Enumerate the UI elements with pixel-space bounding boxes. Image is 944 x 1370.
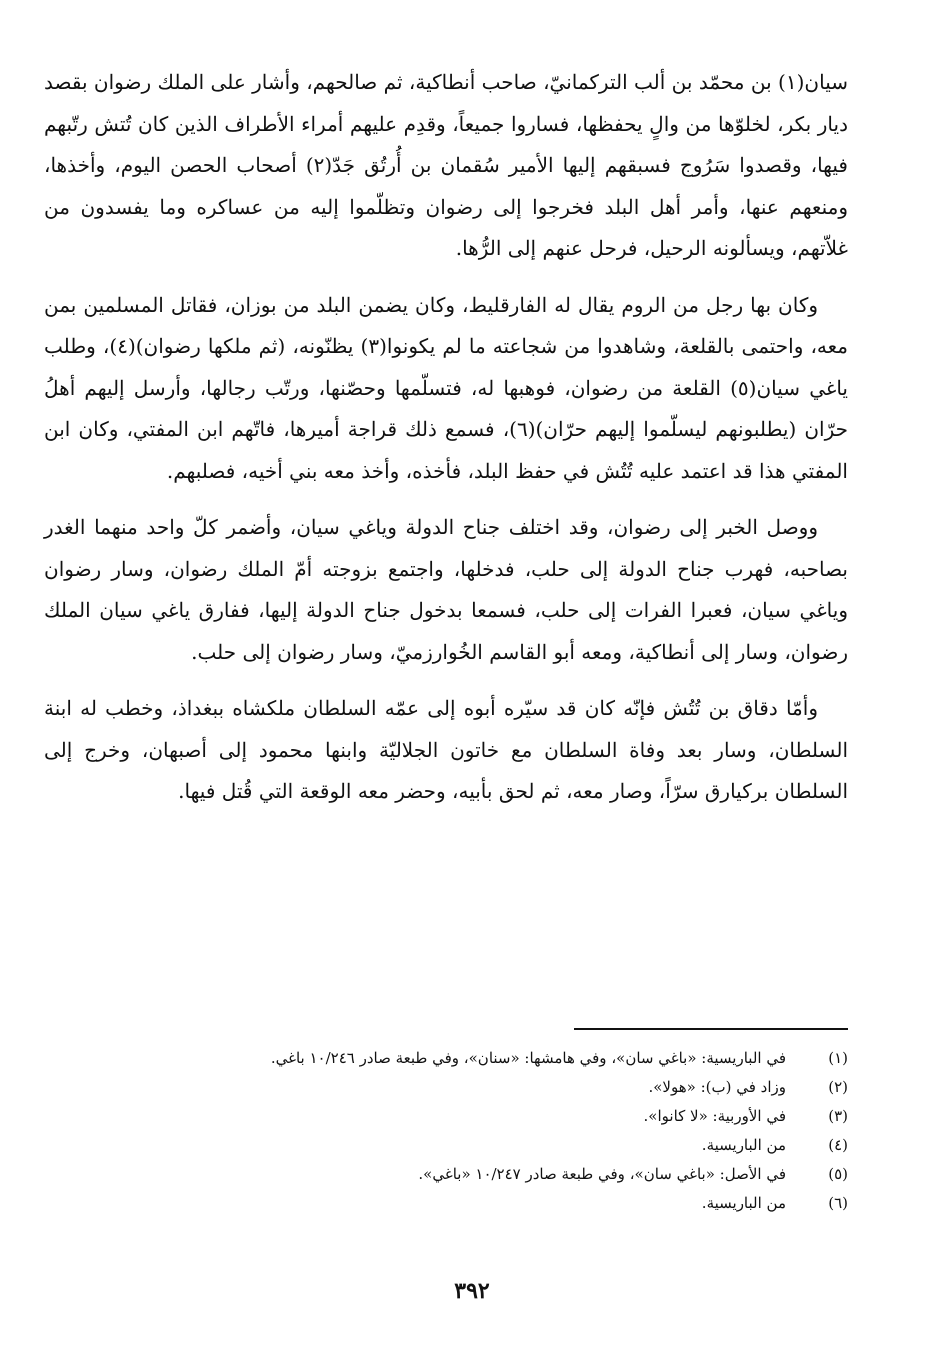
- footnote-number: (٥): [828, 1165, 848, 1183]
- footnote-number: (٦): [828, 1194, 848, 1212]
- footnote-number: (٣): [828, 1107, 848, 1125]
- footnote-separator: [574, 1028, 848, 1030]
- footnotes: [44, 1044, 848, 1218]
- footnote-number: (٤): [828, 1136, 848, 1154]
- footnote-text: في الباريسية: «باغي سان»، وفي هامشها: «سنان»، وفي طبعة صادر ١٠/٢٤٦ باغي.: [270, 1049, 786, 1067]
- main-text: [44, 62, 848, 828]
- paragraph-3: ووصل الخبر إلى رضوان، وقد اختلف جناح الدولة وياغي سيان، وأضمر كلّ واحد منهما الغدر بصاحبه، فهرب جناح الدولة إلى حلب، فدخلها، واجتمع بزوجته أمّ الملك رضوان، وسار رضوان وياغي سيان، فعبرا الفرات إلى حلب، فسمعا بدخول جناح الدولة إليها، ففارق ياغي سيان الملك رضوان، وسار إلى أنطاكية، ومعه أبو القاسم الخُوارزميّ، وسار رضوان إلى حلب.: [44, 515, 848, 664]
- footnote-item: [44, 1160, 848, 1189]
- footnote-item: [44, 1131, 848, 1160]
- footnote-text: من الباريسية.: [701, 1136, 786, 1154]
- paragraph-2: وكان بها رجل من الروم يقال له الفارقليط، وكان يضمن البلد من بوزان، فقاتل المسلمين بمن معه، واحتمى بالقلعة، وشاهدوا من شجاعته ما لم يكونوا(٣) يظنّونه، (ثم ملكها رضوان)(٤)، وطلب ياغي سيان(٥) القلعة من رضوان، فوهبها له، فتسلّمها وحصّنها، ورتّب رجالها، وأرسل إليهم أهلُ حرّان (يطلبونهم ليسلّموا إليهم حرّان)(٦)، فسمع ذلك قراجة أميرها، فاتّهم ابن المفتي، وكان ابن المفتي هذا قد اعتمد عليه تُتُش في حفظ البلد، فأخذه، وأخذ معه بني أخيه، فصلبهم.: [44, 292, 849, 483]
- footnote-text: في الأصل: «باغي سان»، وفي طبعة صادر ١٠/٢٤٧ «باغي».: [418, 1165, 786, 1183]
- paragraph-4: وأمّا دقاق بن تُتُش فإنّه كان قد سيّره أبوه إلى عمّه السلطان ملكشاه ببغداذ، وخطب له ابنة السلطان، وسار بعد وفاة السلطان مع خاتون الجلاليّة وابنها محمود إلى أصبهان، وخرج إلى السلطان بركيارق سرّاً، وصار معه، ثم لحق بأبيه، وحضر معه الوقعة التي قُتل فيها.: [44, 696, 848, 803]
- footnote-item: [44, 1044, 848, 1073]
- footnote-number: (٢): [828, 1078, 848, 1096]
- footnote-number: (١): [828, 1049, 848, 1067]
- footnote-text: في الأوربية: «لا كانوا».: [643, 1107, 786, 1125]
- paragraph-1: سيان(١) بن محمّد بن ألب التركمانيّ، صاحب أنطاكية، ثم صالحهم، وأشار على الملك رضوان بقصد ديار بكر، لخلوّها من والٍ يحفظها، فساروا جميعاً، وقدِم عليهم أمراء الأطراف الذين كان تُتش رتّبهم فيها، وقصدوا سَرُوج فسبقهم إليها الأمير سُقمان بن أُرتُق جَدّ(٢) أصحاب الحصن اليوم، وأخذها، ومنعهم عنها، وأمر أهل البلد فخرجوا إلى رضوان وتظلّموا إليه من عساكره وما يفسدون من غلاّتهم، ويسألونه الرحيل، فرحل عنهم إلى الرُّها.: [44, 70, 848, 260]
- footnote-item: [44, 1073, 848, 1102]
- footnote-item: [44, 1102, 848, 1131]
- footnote-item: [44, 1189, 848, 1218]
- footnote-text: وزاد في (ب): «هولا».: [648, 1078, 786, 1096]
- page-number: ٣٩٢: [454, 1278, 490, 1304]
- footnote-text: من الباريسية.: [701, 1194, 786, 1212]
